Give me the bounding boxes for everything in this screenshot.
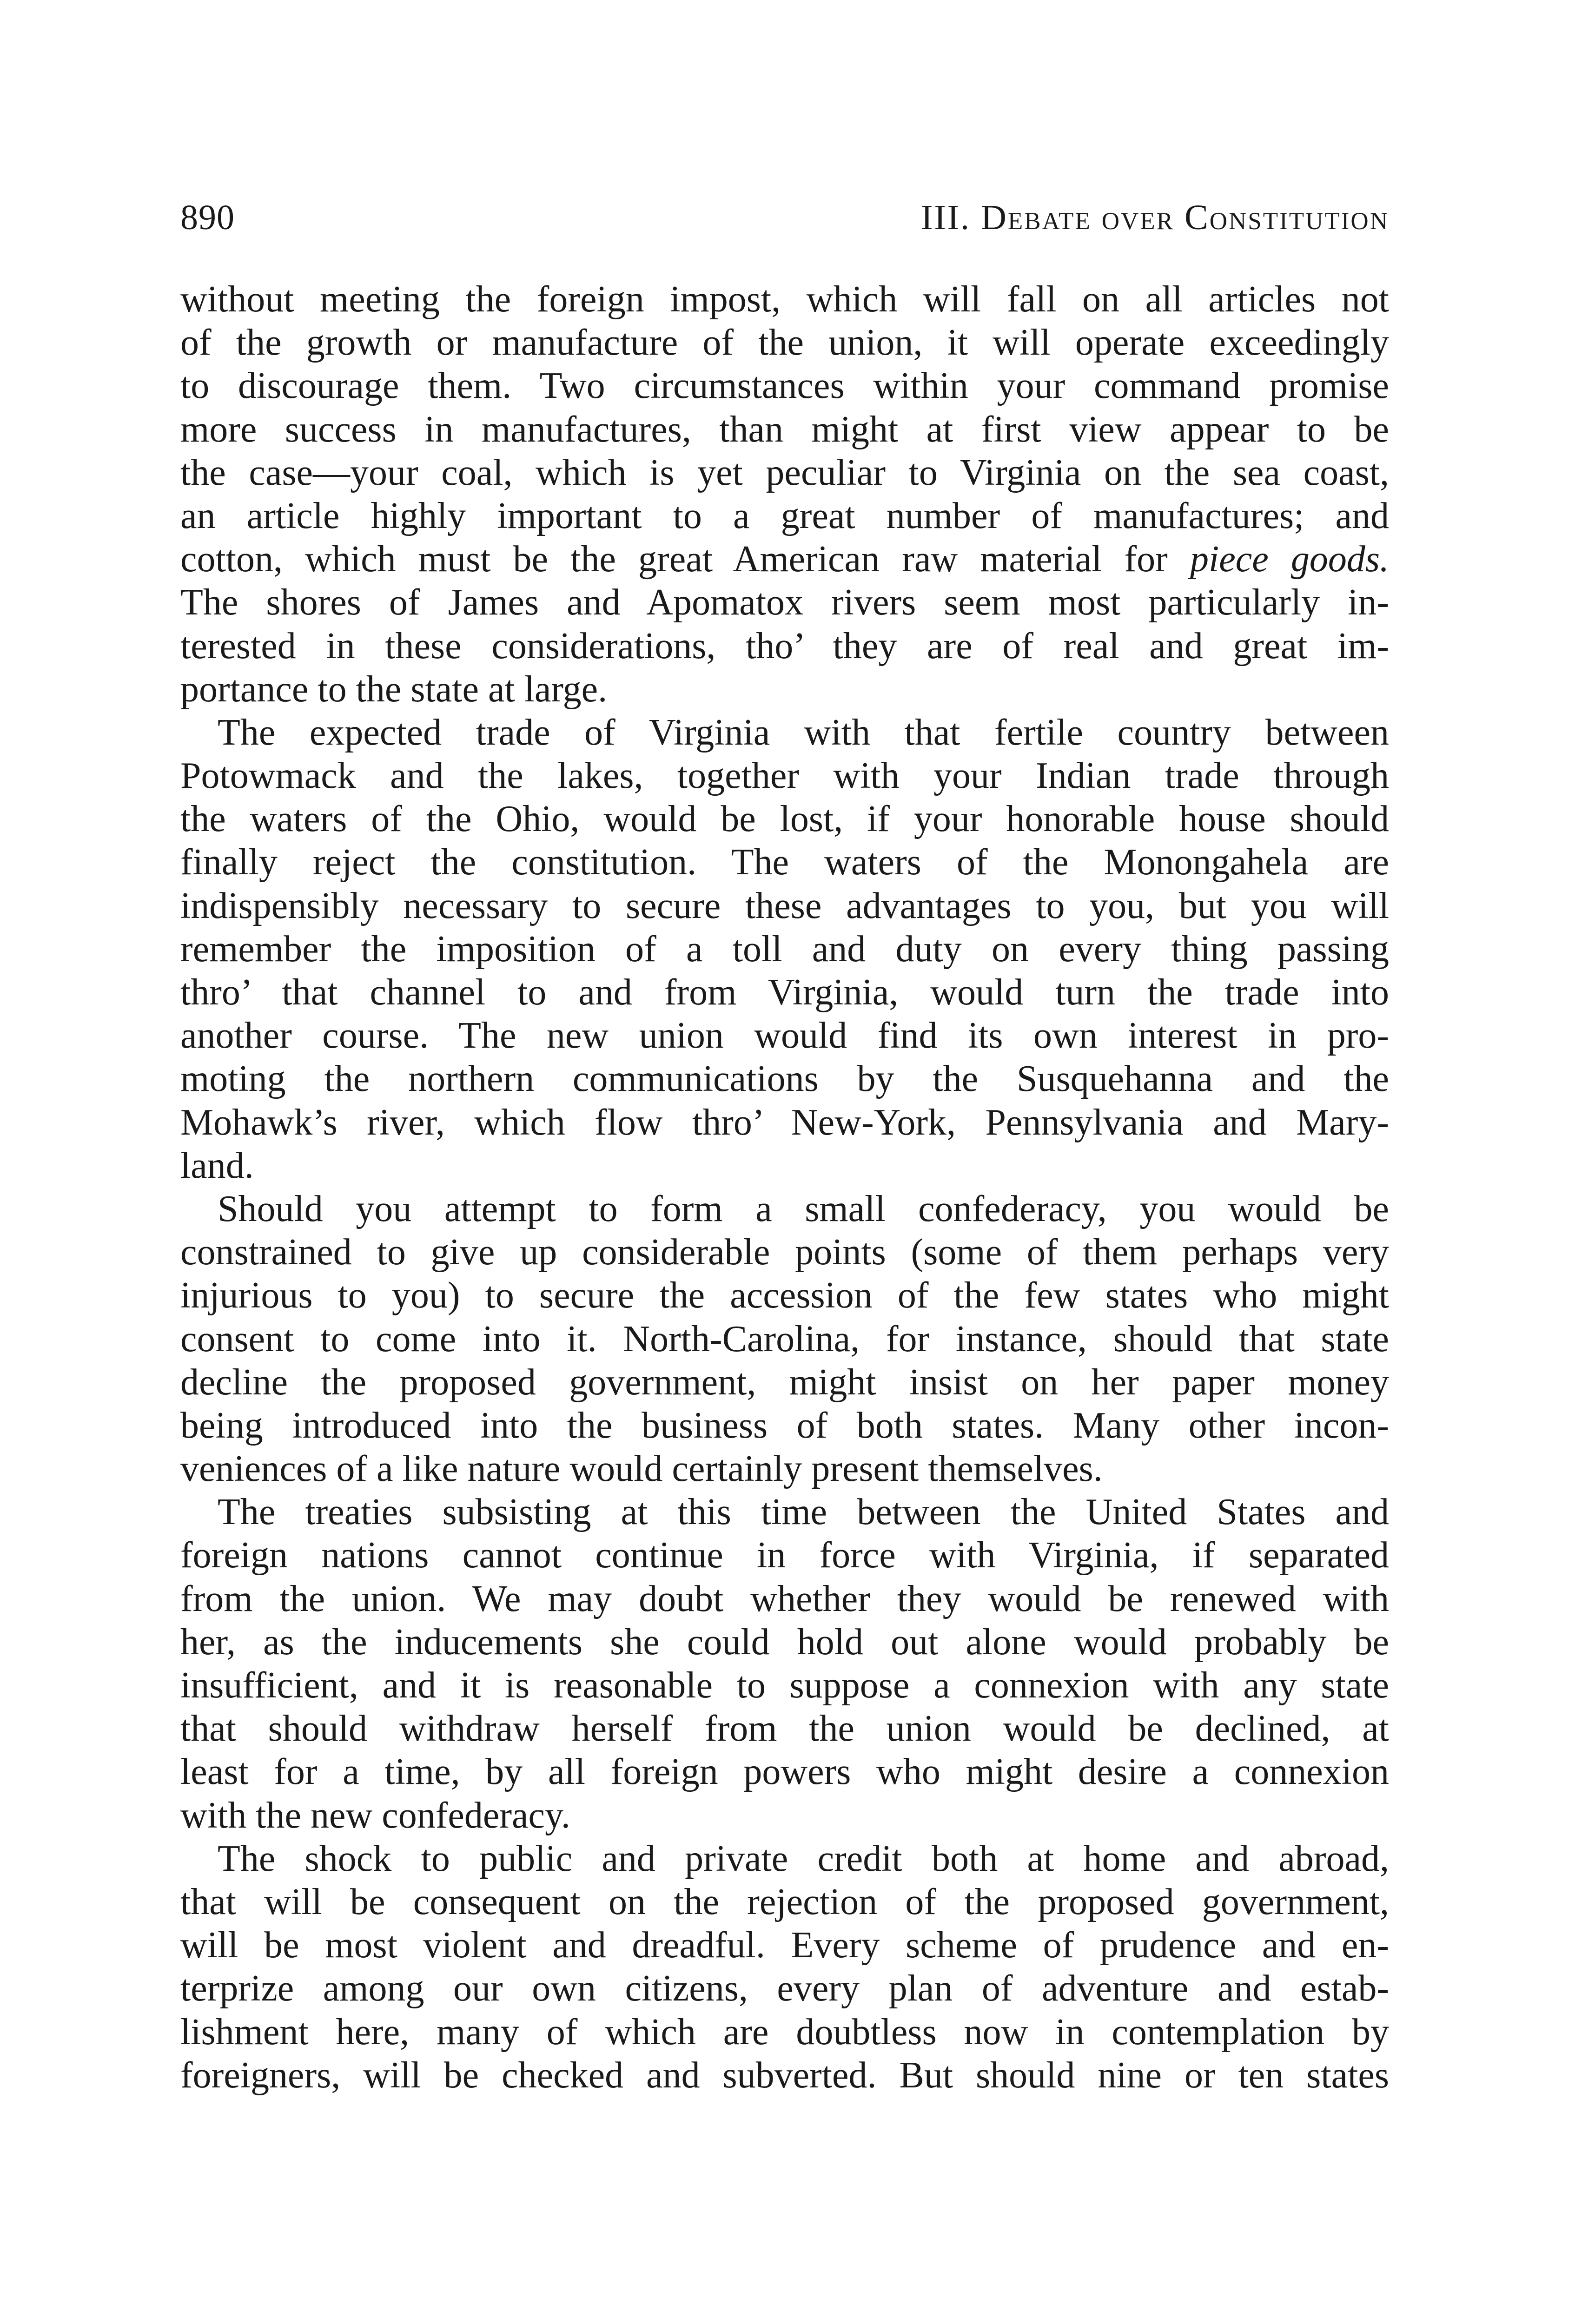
text-line	[180, 1447, 1389, 1491]
text-line-content: from the union. We may doubt whether they would be renewed with	[180, 1578, 1389, 1619]
text-line-content: to discourage them. Two circumstances within your command promise	[180, 365, 1389, 407]
text-line-content: that will be consequent on the rejection of the proposed government,	[180, 1881, 1389, 1922]
text-line	[180, 1881, 1389, 1924]
text-line-content: terested in these considerations, tho’ they are of real and great im-	[180, 625, 1389, 667]
text-line-content: Should you attempt to form a small confederacy, you would be	[218, 1188, 1389, 1229]
italic-phrase: piece goods.	[1190, 539, 1390, 580]
text-line-content: Potowmack and the lakes, together with your Indian trade through	[180, 755, 1389, 797]
text-line-content: veniences of a like nature would certainly present themselves.	[180, 1448, 1103, 1490]
text-line-content: The expected trade of Virginia with that fertile country between	[218, 712, 1389, 753]
text-line-content: The shock to public and private credit both at home and abroad,	[218, 1838, 1389, 1879]
text-line-content: foreign nations cannot continue in force with Virginia, if separated	[180, 1535, 1389, 1576]
text-line	[180, 1967, 1389, 2010]
text-line-content: thro’ that channel to and from Virginia, would turn the trade into	[180, 972, 1389, 1013]
text-line	[180, 1057, 1389, 1101]
text-line	[180, 971, 1389, 1014]
text-line	[180, 1794, 1389, 1837]
running-head: III. Debate over Constitution	[921, 198, 1389, 237]
text-line-content: injurious to you) to secure the accession of the few states who might	[180, 1275, 1389, 1316]
page-header	[180, 194, 1389, 250]
text-line	[180, 1578, 1389, 1621]
text-line-content: land.	[180, 1145, 254, 1186]
text-line-content: cotton, which must be the great American raw material for	[180, 539, 1168, 580]
text-line	[180, 841, 1389, 884]
text-line-content: more success in manufactures, than might at first view appear to be	[180, 409, 1389, 450]
text-line-content: the case—your coal, which is yet peculiar to Virginia on the sea coast,	[180, 452, 1389, 493]
text-line	[180, 1837, 1389, 1881]
text-line	[180, 495, 1389, 538]
text-line-content: another course. The new union would find its own interest in pro-	[180, 1015, 1389, 1056]
text-line-content: insufficient, and it is reasonable to suppose a connexion with any state	[180, 1665, 1389, 1706]
text-line-content: remember the imposition of a toll and duty on every thing passing	[180, 928, 1389, 970]
text-line-content: her, as the inducements she could hold out alone would probably be	[180, 1621, 1389, 1663]
text-line	[180, 754, 1389, 798]
text-line	[180, 408, 1389, 451]
text-line	[180, 1231, 1389, 1274]
text-line	[180, 1014, 1389, 1057]
text-line	[180, 1101, 1389, 1144]
text-line-content: being introduced into the business of both states. Many other incon-	[180, 1405, 1389, 1446]
text-line	[180, 1144, 1389, 1188]
text-line-content: lishment here, many of which are doubtless now in contemplation by	[180, 2011, 1389, 2053]
text-line	[180, 1361, 1389, 1404]
text-line	[180, 1924, 1389, 1967]
text-line-content: foreigners, will be checked and subverted. But should nine or ten states	[180, 2054, 1389, 2096]
text-line	[180, 1318, 1389, 1361]
text-line-content: with the new confederacy.	[180, 1795, 570, 1836]
text-line-content: consent to come into it. North-Carolina, for instance, should that state	[180, 1318, 1389, 1360]
text-line	[180, 1707, 1389, 1750]
text-line-content: moting the northern communications by the Susquehanna and the	[180, 1058, 1389, 1100]
text-line-content: The shores of James and Apomatox rivers seem most particularly in-	[180, 582, 1389, 623]
text-line	[180, 1274, 1389, 1317]
text-line-content: portance to the state at large.	[180, 668, 608, 710]
text-line-content: finally reject the constitution. The waters of the Monongahela are	[180, 842, 1389, 883]
text-line	[180, 581, 1389, 624]
body-text	[180, 278, 1389, 2097]
text-line	[180, 1404, 1389, 1447]
text-line-content: indispensibly necessary to secure these advantages to you, but you will	[180, 885, 1389, 926]
text-line	[180, 2011, 1389, 2054]
text-line-content: of the growth or manufacture of the union, it will operate exceedingly	[180, 322, 1389, 363]
text-line-content: constrained to give up considerable points (some of them perhaps very	[180, 1232, 1389, 1273]
text-line	[180, 364, 1389, 408]
text-line-content: the waters of the Ohio, would be lost, if your honorable house should	[180, 799, 1389, 840]
text-line	[180, 1188, 1389, 1231]
text-line-content: terprize among our own citizens, every plan of adventure and estab-	[180, 1968, 1389, 2009]
text-line	[180, 451, 1389, 495]
text-line	[180, 1750, 1389, 1794]
text-line	[180, 321, 1389, 364]
text-line	[180, 885, 1389, 928]
text-line	[180, 1534, 1389, 1577]
page-number: 890	[180, 198, 235, 237]
text-line-content: an article highly important to a great number of manufactures; and	[180, 495, 1389, 536]
text-line	[180, 538, 1389, 581]
text-line	[180, 1491, 1389, 1534]
text-line	[180, 1621, 1389, 1664]
text-line-content: that should withdraw herself from the union would be declined, at	[180, 1708, 1389, 1750]
text-line-content: will be most violent and dreadful. Every scheme of prudence and en-	[180, 1925, 1389, 1966]
text-line-content: without meeting the foreign impost, which will fall on all articles not	[180, 279, 1389, 320]
text-line	[180, 278, 1389, 321]
text-line-content: The treaties subsisting at this time between the United States and	[218, 1492, 1389, 1533]
text-line-content: Mohawk’s river, which flow thro’ New-York, Pennsylvania and Mary-	[180, 1102, 1389, 1143]
text-line	[180, 711, 1389, 754]
text-line	[180, 2054, 1389, 2097]
text-line	[180, 928, 1389, 971]
text-line	[180, 668, 1389, 711]
text-line	[180, 625, 1389, 668]
text-line-content: decline the proposed government, might insist on her paper money	[180, 1361, 1389, 1403]
text-line	[180, 798, 1389, 841]
text-line-content: least for a time, by all foreign powers who might desire a connexion	[180, 1751, 1389, 1793]
text-line	[180, 1664, 1389, 1707]
